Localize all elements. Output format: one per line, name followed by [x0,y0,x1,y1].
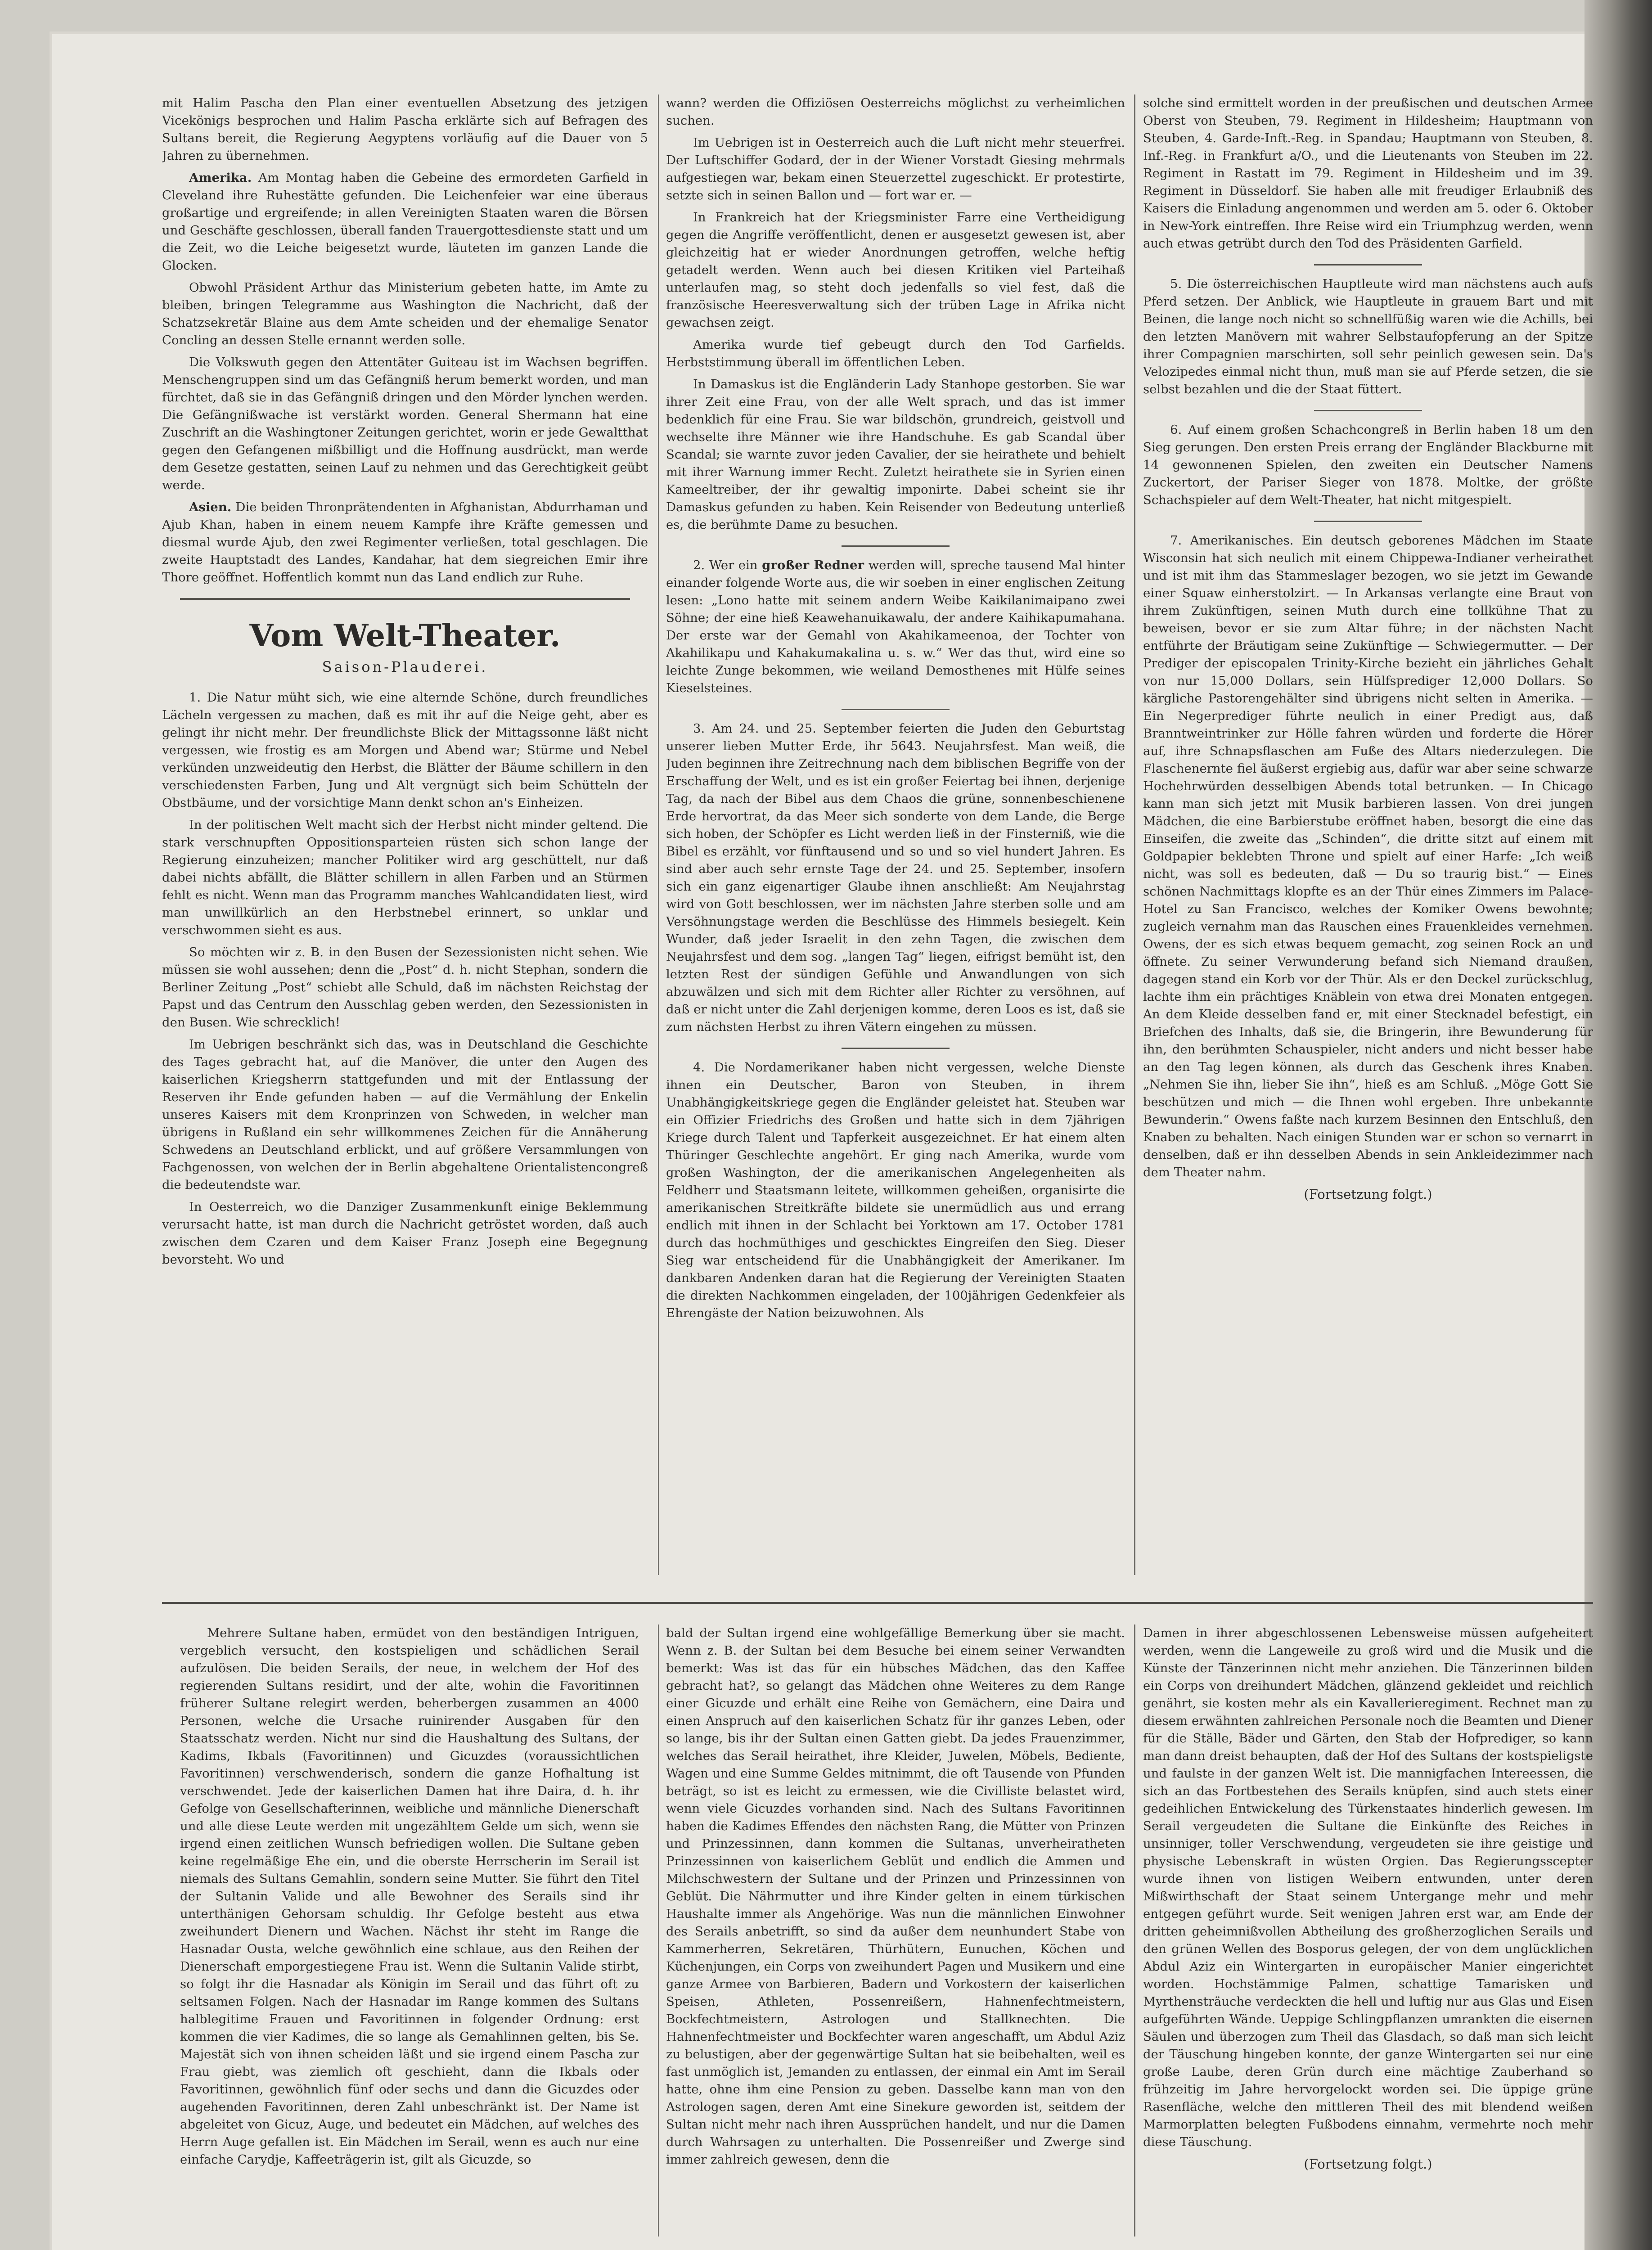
separator [1314,521,1422,522]
bottom-column-2 [666,1624,1125,2236]
section-keyword: Asien. [189,500,232,514]
article-text: Die beiden Thronprätendenten in Afghanistan, Abdurrhaman und Ajub Khan, haben in einem neuem Kampfe ihre Kräfte gemessen und diesmal wurde Ajub, den zwei Regimenter verließen, total geschlagen. Die zweite Hauptstadt des Landes, Kandahar, hat dem siegreichen Emir ihre Thore geöffnet. Hoffentlich kommt nun das Land endlich zur Ruhe. [162,500,648,585]
feuilleton-subheading: Saison-Plauderei. [322,658,488,675]
article-text: In der politischen Welt macht sich der Herbst nicht minder geltend. Die stark verschnupften Oppositionsparteien rüsten sich schon lange der Regierung einzuheizen; mancher Politiker wird arg geschüttelt, nur daß dabei nichts abfällt, die Blätter schillern in allen Farben und an Stürmen fehlt es nicht. Wenn man das Programm manches Wahlcandidaten liest, wird man unwillkürlich an den Herbstnebel erinnert, so unklar und verschwommen sieht es aus. [162,818,648,937]
article-text: Amerika wurde tief gebeugt durch den Tod Garfields. Herbststimmung überall im öffentlichen Leben. [666,338,1125,369]
article-text: Im Uebrigen beschränkt sich das, was in Deutschland die Geschichte des Tages gebracht hat, auf die Manöver, die unter den Augen des kaiserlichen Kriegsherrn stattgefunden und mit der Entlassung der Reserven ihr Ende gefunden haben — auf die Vermählung der Enkelin unseres Kaisers mit dem Kronprinzen von Schweden, in welcher man übrigens in Rußland ein sehr willkommenes Zeichen für die Annäherung Schwedens an Deutschland erblickt, und auf größere Versammlungen von Fachgenossen, von welchen der in Berlin abgehaltene Orientalistencongreß die bedeutendste war. [162,1037,648,1192]
separator [1314,410,1422,411]
column-2 [666,94,1125,1575]
article-text: Am Montag haben die Gebeine des ermordeten Garfield in Cleveland ihre Ruhestätte gefunden. Die Leichenfeier war eine überaus großartige und ergreifende; in allen Vereinigten Staaten waren die Börsen und Geschäfte geschlossen, überall fanden Trauergottesdienste statt und um die Zeit, wo die Leiche beigesetzt wurde, läuteten im ganzen Lande die Glocken. [162,171,648,273]
article-text: bald der Sultan irgend eine wohlgefällige Bemerkung über sie macht. Wenn z. B. der Sultan bei dem Besuche bei einem seiner Verwandten bemerkt: Was ist das für ein hübsches Mädchen, das den Kaffee gebracht hat?, so gelangt das Mädchen ohne Weiteres zu dem Range einer Gicuzde und erhält eine Reihe von Gemächern, eine Daira und einen Anspruch auf den kaiserlichen Schatz für ihr ganzes Leben, oder so lange, bis ihr der Sultan einen Gatten giebt. Da jedes Frauenzimmer, welches das Serail heirathet, ihre Kleider, Juwelen, Möbels, Bediente, Wagen und eine Summe Geldes mitnimmt, die oft Tausende von Pfunden beträgt, so ist es leicht zu ermessen, wie die Civilliste belastet wird, wenn viele Gicuzdes vorhanden sind. Nach des Sultans Favoritinnen haben die Kadimes Effendes den nächsten Rang, die Mütter von Prinzen und Prinzessinnen, dann kommen die Sultanas, unverheiratheten Prinzessinnen von kaiserlichem Geblüt und endlich die Ammen und Milchschwestern der Sultane und der Prinzen und Prinzessinnen von Geblüt. Die Nährmutter und ihre Kinder gelten in einem türkischen Haushalte immer als Angehörige. Was nun die männlichen Einwohner des Serails anbetrifft, so sind da außer dem neunhundert Stabe von Kammerherren, Sekretären, Thürhütern, Eunuchen, Köchen und Küchenjungen, ein Corps von zweihundert Pagen und Musikern und eine ganze Armee von Barbieren, Badern und Vorkostern der kaiserlichen Speisen, Athleten, Possenreißern, Hahnenfechtmeistern, Bockfechtmeistern, Astrologen und Stallknechten. Die Hahnenfechtmeister und Bockfechter waren angeschafft, um Abdul Aziz zu belustigen, aber der gegenwärtige Sultan hat sie beibehalten, weil es fast unmöglich ist, Jemanden zu entlassen, der einmal ein Amt im Serail hatte, ohne ihm eine Pension zu geben. Dasselbe kann man von den Astrologen sagen, deren Amt eine Sinekure geworden ist, seitdem der Sultan nicht mehr nach ihren Aussprüchen handelt, und nur die Damen durch Wahrsagen zu unterhalten. Die Possenreißer und Zwerge sind immer zahlreich gewesen, denn die [666,1626,1125,2167]
article-text: 6. Auf einem großen Schachcongreß in Berlin haben 18 um den Sieg gerungen. Den ersten Preis errang der Engländer Blackburne mit 14 gewonnenen Spielen, den zweiten ein Deutscher Namens Zuckertort, der Pariser Sieger von 1878. Moltke, der größte Schachspieler auf dem Welt-Theater, hat nicht mitgespielt. [1143,423,1593,507]
article-asien [162,499,648,586]
article-text: 4. Die Nordamerikaner haben nicht vergessen, welche Dienste ihnen ein Deutscher, Baron von Steuben, in ihrem Unabhängigkeitskriege gegen die Engländer geleistet hat. Steuben war ein Offizier Friedrichs des Großen und hatte sich in dem 7jährigen Kriege durch Talent und Tapferkeit ausgezeichnet. Er hat einem alten Thüringer Geschlechte angehört. Er ging nach Amerika, wurde vom großen Washington, der die amerikanischen Angelegenheiten als Feldherr und Staatsmann leitete, willkommen geheißen, organisirte die amerikanischen Streitkräfte bildete sie unermüdlich aus und errang endlich mit ihnen in der Schlacht bei Yorktown am 17. October 1781 durch das hochmüthiges und geschicktes Eingreifen den Sieg. Dieser Sieg war entscheidend für die Unabhängigkeit der Amerikaner. Im dankbaren Andenken daran hat die Regierung der Vereinigten Staaten die direkten Nachkommen eingeladen, der 100jährigen Gedenkfeier als Ehrengäste der Nation beizuwohnen. Als [666,1060,1125,1320]
separator [180,598,630,600]
article-text: So möchten wir z. B. in den Busen der Sezessionisten nicht sehen. Wie müssen sie wohl aussehen; denn die „Post“ d. h. nicht Stephan, sondern die Berliner Zeitung „Post“ schiebt alle Schuld, daß im nächsten Reichstag der Papst und das Centrum den Ausschlag geben werden, den Sezessionisten in den Busen. Wie schrecklich! [162,945,648,1030]
article-amerika [162,169,648,274]
article-text: mit Halim Pascha den Plan einer eventuellen Absetzung des jetzigen Vicekönigs besprochen und Halim Pascha erklärte sich auf Befragen des Sultans bereit, die Regierung Aegyptens vorläufig auf die Dauer von 5 Jahren zu übernehmen. [162,96,648,163]
article-text: In Damaskus ist die Engländerin Lady Stanhope gestorben. Sie war ihrer Zeit eine Frau, von der alle Welt sprach, und das ist immer bedenklich für eine Frau. Sie war bildschön, grundreich, geistvoll und wechselte ihre Männer wie ihre Handschuhe. Es gab Scandal über Scandal; sie warnte zuvor jeden Cavalier, der sie heirathete und behielt mit ihrer Warnung immer Recht. Zuletzt heirathete sie in Syrien einen Kameeltreiber, der ihr gewaltig imponirte. Dabei scheint sie ihr Damaskus gefunden zu haben. Kein Reisender von Bedeutung unterließ es, die berühmte Dame zu besuchen. [666,377,1125,532]
column-rule [658,94,659,1575]
article-text: solche sind ermittelt worden in der preußischen und deutschen Armee Oberst von Steuben, 79. Regiment in Hildesheim; Hauptmann von Steuben, 4. Garde-Inft.-Reg. in Spandau; Hauptmann von Steuben, 8. Inf.-Reg. in Frankfurt a/O., und die Lieutenants von Steuben im 22. Regiment in Rastatt im 79. Regiment in Hildesheim und im 39. Regiment in Düsseldorf. Sie haben alle mit freudiger Erlaubniß des Kaisers die Einladung angenommen und werden am 5. oder 6. Oktober in New-York eintreffen. Ihre Reise wird ein Triumphzug werden, wenn auch etwas getrübt durch den Tod des Präsidenten Garfield. [1143,96,1593,251]
separator [842,709,950,710]
feuilleton-heading: Vom Welt-Theater. [249,618,561,654]
article-text: In Oesterreich, wo die Danziger Zusammenkunft einige Beklemmung verursacht hatte, ist man durch die Nachricht getröstet worden, daß auch zwischen dem Czaren und dem Kaiser Franz Joseph eine Begegnung bevorsteht. Wo und [162,1200,648,1267]
article-text: Obwohl Präsident Arthur das Ministerium gebeten hatte, im Amte zu bleiben, bringen Telegramme aus Washington die Nachricht, daß der Schatzsekretär Blaine aus dem Amte scheiden und der ehemalige Senator Concling an dessen Stelle ernannt werden solle. [162,280,648,347]
separator [842,545,950,547]
article-text: wann? werden die Offiziösen Oesterreichs möglichst zu verheimlichen suchen. [666,96,1125,128]
article-text: 1. Die Natur müht sich, wie eine alternde Schöne, durch freundliches Lächeln vergessen zu machen, daß es mit ihr auf die Neige geht, aber es gelingt ihr nicht mehr. Der freundlichste Blick der Mittagssonne läßt nicht vergessen, wie frostig es am Morgen und Abend war; Stürme und Nebel verkünden unzweideutig den Herbst, die Blätter der Bäume schillern in den verschiedensten Farben, Jung und Alt vergnügt sich beim Schütteln der Obstbäume, und der vorsichtige Mann denkt schon an's Einheizen. [162,690,648,810]
column-rule [1134,94,1135,1575]
column-3 [1143,94,1593,1575]
article-text: Wer ein [709,558,758,572]
article-text: Damen in ihrer abgeschlossenen Lebensweise müssen aufgeheitert werden, wenn die Langeweile zu groß wird und die Musik und die Künste der Tänzerinnen nicht mehr anziehen. Die Tänzerinnen bilden ein Corps von dreihundert Mädchen, glänzend gekleidet und reichlich genährt, sie kosten mehr als ein Kavallerieregiment. Rechnet man zu diesem erwähnten zahlreichen Personale noch die Beamten und Diener für die Ställe, Bäder und Gärten, den Stab der Hofprediger, so kann man dann dreist behaupten, daß der Hof des Sultans der kostspieligste und faulste in der ganzen Welt ist. Die mannigfachen Intereessen, die sich an das Fortbestehen des Serails knüpfen, sind auch stets einer gedeihlichen Entwickelung des Türkenstaates hinderlich gewesen. Im Serail vergeudeten die Sultane die Einkünfte des Reiches in unsinniger, toller Verschwendung, vergeudeten sie ihre geistige und physische Lebenskraft in wüsten Orgien. Das Regierungsscepter wurde ihnen von listigen Weibern entwunden, unter deren Mißwirthschaft der Staat seinem Untergange mehr und mehr entgegen geführt wurde. Seit wenigen Jahren erst war, am Ende der dritten geheimnißvollen Abtheilung des großherzoglichen Serails und den grünen Wellen des Bosporus gelegen, der von dem unglücklichen Abdul Aziz ein Wintergarten in europäischer Manier eingerichtet worden. Hochstämmige Palmen, schattige Tamarisken und Myrthensträuche verdeckten die hell und luftig nur aus Glas und Eisen aufgeführten Wände. Ueppige Schlingpflanzen umrankten die eisernen Säulen und überzogen zum Theil das Glasdach, so daß man sich leicht der Täuschung hingeben konnte, der ganze Wintergarten sei nur eine große Laube, deren Grün durch eine mächtige Zauberhand so frühzeitig im Jahre hervorgelockt worden sei. Die üppige grüne Rasenfläche, welche den mittleren Theil des mit blendend weißen Marmorplatten belegten Fußbodens einnahm, vermehrte noch mehr diese Täuschung. [1143,1626,1593,2149]
column-rule [1134,1624,1135,2236]
section-keyword: Amerika. [189,171,252,185]
separator [842,1048,950,1049]
column-1 [162,94,648,1575]
column-rule [658,1624,659,2236]
article-redner [666,557,1125,697]
bottom-column-1 [180,1624,639,2236]
article-text: werden will, spreche tausend Mal hinter einander folgende Worte aus, die wir soeben in einer englischen Zeitung lesen: „Lono hatte mit seinem andern Weibe Kaikilanimaipano zwei Söhne; der eine hieß Keawehanuikawalu, der andere Kaihikapumahana. Der erste war der Gemahl von Akahikameenoa, der Tochter von Akahilikapu und Kahakumakalina u. s. w.“ Wer das thut, wird eine so leichte Zunge bekommen, wie weiland Demosthenes mit Hülfe seines Kieselsteines. [666,558,1125,695]
continuation-note: (Fortsetzung folgt.) [1304,2156,1432,2172]
item-number: 2. [693,558,705,572]
article-text: Im Uebrigen ist in Oesterreich auch die Luft nicht mehr steuerfrei. Der Luftschiffer Godard, der in der Wiener Vorstadt Giesing mehrmals aufgestiegen war, bekam einen Steuerzettel zugeschickt. Er protestirte, setzte sich in seinen Ballon und — fort war er. — [666,135,1125,202]
article-text: 7. Amerikanisches. Ein deutsch geborenes Mädchen im Staate Wisconsin hat sich neulich mit einem Chippewa-Indianer verheirathet und ist mit ihm das Stammeslager bezogen, wo sie jetzt im Gewande einer Squaw einherstolzirt. — In Arkansas verlangte eine Braut von ihrem Zukünftigen, seinen Muth durch eine tollkühne That zu beweisen, bevor er sie zum Altar führe; in der nächsten Nacht entführte der Bräutigam seine Zukünftige — Schwiegermutter. — Der Prediger der episcopalen Trinity-Kirche bezieht ein jährliches Gehalt von nur 15,000 Dollars, sein Hülfsprediger 12,000 Dollars. So kärgliche Pastorengehälter sind übrigens nicht selten in Amerika. — Ein Negerprediger führte neulich in einer Predigt aus, daß Branntweintrinker zur Hölle fahren würden und forderte die Hörer auf, ihre Schnapsflaschen am Fuße des Altars niederzulegen. Die Flaschenernte fiel äußerst ergiebig aus, dafür war aber seine schwarze Hochehrwürden desselbigen Abends total betrunken. — In Chicago kann man sich jetzt mit Musik barbieren lassen. Von drei jungen Mädchen, die eine Barbierstube eröffnet haben, besorgt die eine das Einseifen, die zweite das „Schinden“, die dritte sitzt auf einem mit Goldpapier beklebten Throne und spielt auf einer Harfe: „Ich weiß nicht, was soll es bedeuten, daß — Du so traurig bist.“ — Eines schönen Nachmittags klopfte es an der Thür eines Zimmers im Palace-Hotel zu San Francisco, welches der Komiker Owens bewohnte; zugleich vernahm man das Rauschen eines Frauenkleides vernehmen. Owens, der es sich etwas bequem gemacht, zog seinen Rock an und öffnete. Zu seiner Verwunderung befand sich Niemand draußen, dagegen stand ein Korb vor der Thür. Als er den Deckel zurückschlug, lachte ihm ein prächtiges Knäblein von etwa drei Monaten entgegen. An dem Kleide desselben fand er, mit einer Stecknadel befestigt, ein Briefchen des Inhalts, daß sie, die Bringerin, ihre Bewunderung für ihn, den berühmten Schauspieler, nicht anders und nicht besser habe an den Tag legen können, als durch das Geschenk ihres Knaben. „Nehmen Sie ihn, lieber Sie ihn“, hieß es am Schluß. „Möge Gott Sie beschützen und mich — die Ihnen wohl ergeben. Ihre unbekannte Bewunderin.“ Owens faßte nach kurzem Besinnen den Entschluß, den Knaben zu behalten. Nach einigen Stunden war er schon so vernarrt in denselben, daß er ihn desselben Abends in sein Ankleidezimmer nach dem Theater nahm. [1143,533,1593,1179]
article-text: 3. Am 24. und 25. September feierten die Juden den Geburtstag unserer lieben Mutter Erde, ihr 5643. Neujahrsfest. Man weiß, die Juden beginnen ihre Zeitrechnung nach dem biblischen Begriffe von der Erschaffung der Welt, und es ist ein großer Feiertag bei ihnen, derjenige Tag, da nach der Bibel aus dem Chaos die grüne, sonnenbeschienene Erde hervortrat, da das Meer sich sonderte von dem Lande, die Berge sich hoben, der Schöpfer es Licht werden ließ in der Finsterniß, wie die Bibel es erzählt, vor fünftausend und so und so viel hundert Jahren. Es sind aber auch sehr ernste Tage der 24. und 25. September, insofern sich ein ganz eigenartiger Glaube ihnen anschließt: Am Neujahrstag wird von Gott beschlossen, wer im nächsten Jahre sterben solle und am Versöhnungstage werden die Beschlüsse des Himmels besiegelt. Kein Wunder, daß jeder Israelit in den zehn Tagen, die zwischen dem Neujahrsfest und dem sog. „langen Tag“ liegen, eifrigst bemüht ist, den letzten Rest der sündigen Gefühle und Anwandlungen von sich abzuwälzen und sich mit dem Richter aller Richter zu versöhnen, auf daß er nicht unter die Zahl derjenigen komme, deren Loos es ist, daß sie zum nächsten Herbst zu ihren Vätern eingehen zu müssen. [666,721,1125,1034]
section-divider [162,1602,1593,1604]
book-binding [1584,0,1652,2250]
bottom-column-3 [1143,1624,1593,2236]
article-text: 5. Die österreichischen Hauptleute wird man nächstens auch aufs Pferd setzen. Der Anblick, wie Hauptleute in grauem Bart und mit Beinen, die lange noch nicht so schnellfüßig waren wie die Achills, bei den letzten Manövern mit wahrer Selbstaufopferung an der Spitze ihrer Compagnien marschirten, soll sehr peinlich gewesen sein. Da's Velozipedes einmal nicht thun, muß man sie auf Pferde setzen, die sie selbst bezahlen und die der Staat füttert. [1143,277,1593,396]
article-text: Mehrere Sultane haben, ermüdet von den beständigen Intriguen, vergeblich versucht, den kostspieligen und schädlichen Serail aufzulösen. Die beiden Serails, der neue, in welchem der Hof des regierenden Sultans residirt, und der alte, wohin die Favoritinnen früherer Sultane relegirt werden, beherbergen zusammen an 4000 Personen, welche die Ursache ruinirender Ausgaben für den Staatsschatz werden. Nicht nur sind die Haushaltung des Sultans, der Kadims, Ikbals (Favoritinnen) und Gicuzdes (voraussichtlichen Favoritinnen) verschwenderisch, sondern die ganze Hofhaltung ist verschwendet. Jede der kaiserlichen Damen hat ihre Daira, d. h. ihr Gefolge von Gesellschafterinnen, weibliche und männliche Dienerschaft und alle diese Leute werden mit ungezähltem Gelde um sich, wenn sie irgend einen zeitlichen Wunsch befriedigen wollen. Die Sultane geben keine regelmäßige Ehe ein, und die oberste Herrscherin im Serail ist niemals des Sultans Gemahlin, sondern seine Mutter. Sie führt den Titel der Sultanin Valide und alle Bewohner des Serails sind ihr unterthänigen Gehorsam schuldig. Ihr Gefolge besteht aus etwa zweihundert Dienern und Wachen. Nächst ihr steht im Range die Hasnadar Ousta, welche gewöhnlich eine schlaue, aus den Reihen der Dienerschaft emporgestiegene Frau ist. Wenn die Sultanin Valide stirbt, so folgt ihr die Hasnadar als Königin im Serail und das führt oft zu seltsamen Folgen. Nach der Hasnadar im Range kommen des Sultans halblegitime Frauen und Favoritinnen in folgender Ordnung: erst kommen die vier Kadimes, die so lange als Gemahlinnen gelten, bis Se. Majestät sich von ihnen scheiden läßt und sie irgend einem Pascha zur Frau giebt, was ziemlich oft geschieht, dann die Ikbals oder Favoritinnen, gewöhnlich fünf oder sechs und dann die Gicuzdes oder augehenden Favoritinnen, deren Zahl unbeschränkt ist. Der Name ist abgeleitet von Gicuz, Auge, und bedeutet ein Mädchen, auf welches des Herrn Auge gefallen ist. Ein Mädchen im Serail, wenn es auch nur eine einfache Carydje, Kaffeeträgerin ist, gilt als Gicuzde, so [180,1626,639,2167]
article-text: In Frankreich hat der Kriegsminister Farre eine Vertheidigung gegen die Angriffe veröffentlicht, denen er ausgesetzt gewesen ist, aber gleichzeitig hat er wieder Anordnungen getroffen, welche heftig getadelt werden. Wenn auch bei diesen Kritiken viel Parteihaß unterlaufen mag, so steht doch jedenfalls so viel fest, daß die französische Heeresverwaltung sich der trüben Lage in Afrika nicht gewachsen zeigt. [666,210,1125,330]
section-keyword: großer Redner [762,558,864,572]
separator [1314,264,1422,266]
continuation-note: (Fortsetzung folgt.) [1304,1187,1432,1202]
article-text: Die Volkswuth gegen den Attentäter Guiteau ist im Wachsen begriffen. Menschengruppen sind um das Gefängniß herum bemerkt worden, und man fürchtet, daß sie in das Gefängniß dringen und den Mörder lynchen werden. Die Gefängnißwache ist verstärkt worden. General Shermann hat eine Zuschrift an die Washingtoner Zeitungen gerichtet, worin er jede Gewaltthat gegen den Gefangenen mißbilligt und die Hoffnung ausdrückt, man werde dem Gesetze gestatten, seinen Lauf zu nehmen und das Gerechtigkeit geübt werde. [162,355,648,492]
